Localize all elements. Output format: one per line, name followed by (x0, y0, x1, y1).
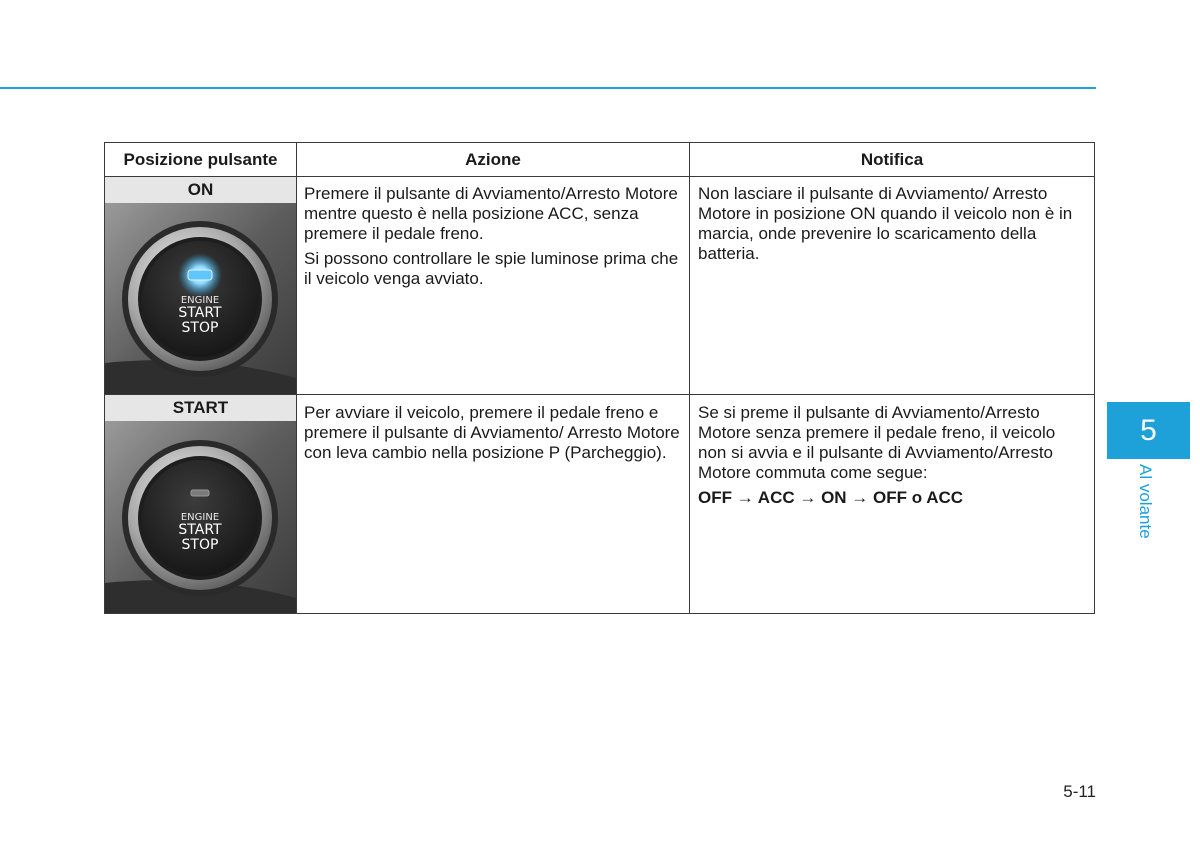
column-divider (296, 143, 297, 613)
engine-button-photo-on (105, 203, 296, 394)
column-header-notice: Notifica (860, 149, 924, 169)
stop-label: STOP (181, 537, 219, 553)
notice-cell-start (698, 403, 1088, 513)
page-number: 5-11 (1063, 782, 1096, 801)
column-header-position: Posizione pulsante (123, 149, 278, 169)
action-text: Per avviare il veicolo, premere il pedale freno e premere il pulsante di Avviamento/ Arresto Motore con leva cambio nella posizione P (Parcheggio). (304, 403, 680, 462)
table-row (105, 177, 296, 394)
button-position-table (104, 142, 1095, 614)
engine-button-photo-start (105, 421, 296, 613)
stop-label: STOP (181, 320, 219, 336)
position-label-on: ON (105, 177, 296, 203)
chapter-tab: 5 (1107, 402, 1190, 459)
column-header-action: Azione (465, 149, 521, 169)
notice-text: Se si preme il pulsante di Avviamento/Arresto Motore senza premere il pedale freno, il veicolo non si avvia e il pulsante di Avviamento/Arresto Motore commuta come segue: (698, 403, 1056, 482)
start-label: START (178, 522, 222, 538)
mode-sequence: OFF → ACC → ON → OFF o ACC (698, 488, 964, 507)
action-text: Si possono controllare le spie luminose prima che il veicolo venga avviato. (304, 249, 679, 288)
column-divider (689, 143, 690, 613)
notice-cell-on (698, 184, 1088, 269)
chapter-label: Al volante (1136, 464, 1155, 539)
position-label-start: START (105, 395, 296, 421)
action-text: Premere il pulsante di Avviamento/Arresto Motore mentre questo è nella posizione ACC, senza premere il pedale freno. (304, 184, 678, 243)
engine-label: ENGINE (180, 295, 220, 306)
action-cell-on (304, 184, 680, 294)
action-cell-start (304, 403, 680, 468)
table-row (105, 395, 296, 613)
notice-text: Non lasciare il pulsante di Avviamento/ Arresto Motore in posizione ON quando il veicolo non è in marcia, onde prevenire lo scaricamento della batteria. (698, 184, 1073, 263)
engine-label: ENGINE (180, 512, 220, 523)
header-rule (0, 87, 1096, 89)
start-label: START (178, 305, 222, 321)
